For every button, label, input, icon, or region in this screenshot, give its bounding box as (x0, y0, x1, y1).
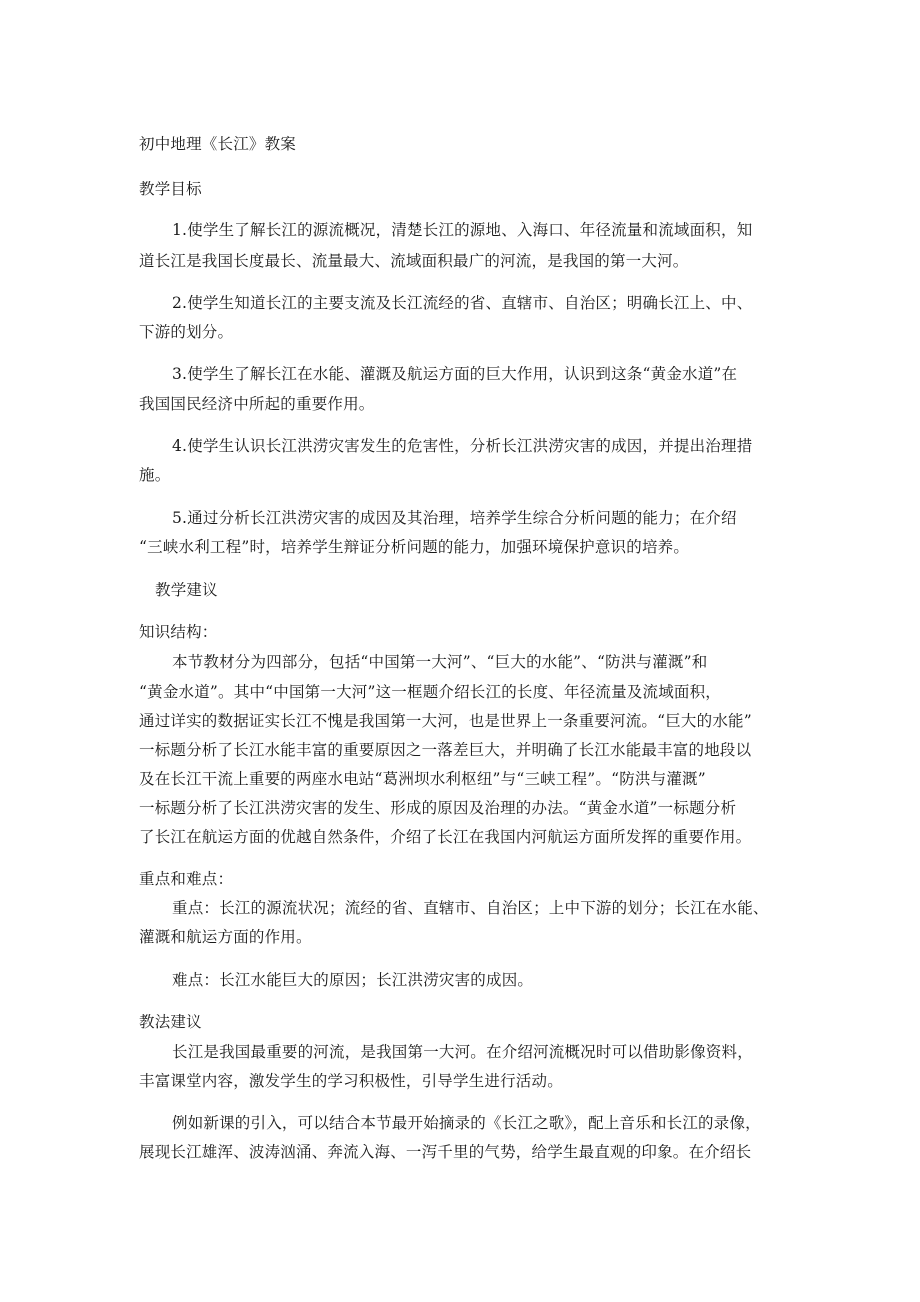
objective-1-line-1: 1.使学生了解长江的源流概况，清楚长江的源地、入海口、年径流量和流域面积，知 (172, 221, 753, 239)
objective-2-line-2: 下游的划分。 (139, 323, 234, 341)
key-points-line-1: 重点：长江的源流状况；流经的省、直辖市、自治区；上中下游的划分；长江在水能、 (172, 899, 769, 917)
structure-line-5: 及在长江干流上重要的两座水电站“葛洲坝水利枢纽”与“三峡工程”。“防洪与灌溉” (139, 770, 706, 788)
method-p1-line-1: 长江是我国最重要的河流，是我国第一大河。在介绍河流概况时可以借助影像资料， (172, 1043, 753, 1061)
objective-1-line-2: 道长江是我国长度最长、流量最大、流域面积最广的河流，是我国的第一大河。 (139, 252, 689, 270)
method-p1-line-2: 丰富课堂内容，激发学生的学习积极性，引导学生进行活动。 (139, 1072, 563, 1090)
structure-line-4: 一标题分析了长江水能丰富的重要原因之一落差巨大，并明确了长江水能最丰富的地段以 (139, 741, 752, 759)
difficult-points: 难点：长江水能巨大的原因；长江洪涝灾害的成因。 (172, 971, 534, 989)
document-title: 初中地理《长江》教案 (139, 135, 297, 153)
objectives-heading: 教学目标 (139, 180, 202, 198)
key-points-line-2: 灌溉和航运方面的作用。 (139, 928, 312, 946)
objective-5-line-1: 5.通过分析长江洪涝灾害的成因及其治理，培养学生综合分析问题的能力；在介绍 (172, 509, 737, 527)
method-p2-line-1: 例如新课的引入，可以结合本节最开始摘录的《长江之歌》，配上音乐和长江的录像， (172, 1114, 761, 1132)
method-p2-line-2: 展现长江雄浑、波涛汹涌、奔流入海、一泻千里的气势，给学生最直观的印象。在介绍长 (139, 1143, 752, 1161)
structure-line-3: 通过详实的数据证实长江不愧是我国第一大河，也是世界上一条重要河流。“巨大的水能” (139, 712, 752, 730)
structure-line-6: 一标题分析了长江洪涝灾害的发生、形成的原因及治理的办法。“黄金水道”一标题分析 (139, 799, 737, 817)
method-heading: 教法建议 (139, 1013, 202, 1031)
structure-line-2: “黄金水道”。其中“中国第一大河”这一框题介绍长江的长度、年径流量及流域面积， (139, 683, 721, 701)
objective-3-line-2: 我国国民经济中所起的重要作用。 (139, 395, 375, 413)
structure-heading: 知识结构： (139, 623, 218, 641)
objective-3-line-1: 3.使学生了解长江在水能、灌溉及航运方面的巨大作用，认识到这条“黄金水道”在 (172, 365, 738, 383)
objective-4-line-1: 4.使学生认识长江洪涝灾害发生的危害性，分析长江洪涝灾害的成因，并提出治理措 (172, 437, 753, 455)
structure-line-1: 本节教材分为四部分，包括“中国第一大河”、“巨大的水能”、“防洪与灌溉”和 (172, 653, 708, 671)
objective-5-line-2: “三峡水利工程”时，培养学生辩证分析问题的能力，加强环境保护意识的培养。 (139, 538, 690, 556)
key-heading: 重点和难点： (139, 870, 234, 888)
structure-line-7: 了长江在航运方面的优越自然条件，介绍了长江在我国内河航运方面所发挥的重要作用。 (139, 828, 752, 846)
suggestions-heading: 教学建议 (155, 581, 218, 599)
objective-2-line-1: 2.使学生知道长江的主要支流及长江流经的省、直辖市、自治区；明确长江上、中、 (172, 294, 753, 312)
objective-4-line-2: 施。 (139, 466, 171, 484)
